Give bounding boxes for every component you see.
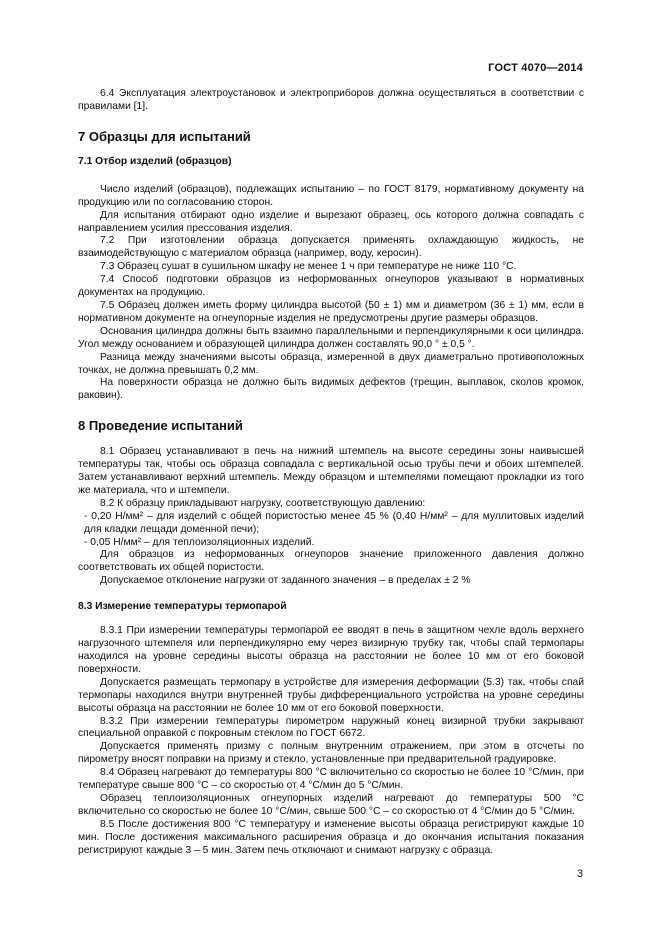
paragraph-8-3-2: 8.3.2 При измерении температуры пирометром наружный конец визирной трубки закрывают специальной оправкой с покровным стеклом по ГОСТ 6672. <box>78 715 584 740</box>
paragraph-6-4: 6.4 Эксплуатация электроустановок и электроприборов должна осуществляться в соответствии с правилами [1]. <box>78 88 584 112</box>
paragraph-7-5: 7.5 Образец должен иметь форму цилиндра высотой (50 ± 1) мм и диаметром (36 ± 1) мм, если в нормативном документе на огнеупорные изделия не предусмотрены другие размеры образцов. <box>78 299 584 324</box>
paragraph-8-4: 8.4 Образец нагревают до температуры 800 °С включительно со скоростью не более 10 °С/мин, при температуре свыше 800 °С – со скоростью от 4 °С/мин до 5 °С/мин. <box>78 767 584 792</box>
subsection-8-3-title: 8.3 Измерение температуры термопарой <box>78 601 287 613</box>
standard-header: ГОСТ 4070—2014 <box>488 62 583 74</box>
paragraph-8-5: 8.5 После достижения 800 °С температуру и изменение высоты образца регистрируют каждые 10 мин. После достижения максимального расширения образца и до окончания испытания показания регистрируют каждые 3 – 5 мин. Затем печь отключают и снимают нагрузку с образца. <box>78 818 584 856</box>
paragraph-8-1: 8.1 Образец устанавливают в печь на нижний штемпель на высоте середины зоны наивысшей температуры так, чтобы ось образца совпадала с вертикальной осью трубы печи и обоих штемпелей. Затем устанавливают верхний штемпель. Между образцом и штемпелями помещают прокладки из того же материала, что и штемпели. <box>78 446 584 496</box>
paragraph-8-3-1: 8.3.1 При измерении температуры термопарой ее вводят в печь в защитном чехле вдоль верхнего нагрузочного штемпеля или перпендикулярно ему через визирную трубку так, чтобы спай термопары находился на уровне середины высоты образца на расстоянии не более 10 мм от его боковой поверхности. <box>78 625 584 675</box>
section-8-title: 8 Проведение испытаний <box>78 418 243 434</box>
paragraph: Основания цилиндра должны быть взаимно параллельными и перпендикулярными к оси цилиндра. Угол между основанием и образующей цилиндра должен составлять 90,0 ° ± 0,5 °. <box>78 325 584 350</box>
paragraph: Образец теплоизоляционных огнеупорных изделий нагревают до температуры 500 °С включительно со скоростью не более 10 °С/мин, свыше 500 °С – со скоростью от 4 °С/мин до 5 °С/мин. <box>78 792 584 817</box>
list-item: - 0,20 Н/мм² – для изделий с общей пористостью менее 45 % (0,40 Н/мм² – для муллитовых изделий для кладки лещади доменной печи); <box>84 510 584 535</box>
subsection-7-1-title: 7.1 Отбор изделий (образцов) <box>78 155 232 167</box>
paragraph-7-2: 7.2 При изготовлении образца допускается применять охлаждающую жидкость, не взаимодействующую с материалом образца (например, воду, керосин). <box>78 235 584 260</box>
paragraph: Допускается размещать термопару в устройстве для измерения деформации (5.3) так, чтобы спай термопары находился внутри внутренней трубы дифференциального устройства на уровне середины высоты образца на расстоянии не более 10 мм от его боковой поверхности. <box>78 676 584 714</box>
paragraph: Для образцов из неформованных огнеупоров значение приложенного давления должно соответствовать их общей пористости. <box>78 549 584 574</box>
paragraph: На поверхности образца не должно быть видимых дефектов (трещин, выплавок, сколов кромок, раковин). <box>78 377 584 402</box>
list-item: - 0,05 Н/мм² – для теплоизоляционных изделий. <box>84 536 315 548</box>
paragraph: Разница между значениями высоты образца, измеренной в двух диаметрально противоположных точках, не должна превышать 0,2 мм. <box>78 351 584 376</box>
paragraph-8-2: 8.2 К образцу прикладывают нагрузку, соответствующую давлению: <box>100 497 426 509</box>
paragraph: Для испытания отбирают одно изделие и вырезают образец, ось которого должна совпадать с направлением усилия прессования изделия. <box>78 209 584 234</box>
paragraph: Число изделий (образцов), подлежащих испытанию – по ГОСТ 8179, нормативному документу на продукцию или по согласованию сторон. <box>78 183 584 208</box>
paragraph-7-4: 7.4 Способ подготовки образцов из неформованных огнеупоров указывают в нормативных документах на продукцию. <box>78 274 584 299</box>
page-content <box>78 88 584 858</box>
paragraph: Допускаемое отклонение нагрузки от заданного значения – в пределах ± 2 % <box>100 575 471 587</box>
paragraph-7-3: 7.3 Образец сушат в сушильном шкафу не менее 1 ч при температуре не ниже 110 °С. <box>100 261 517 273</box>
page-number: 3 <box>576 868 583 880</box>
section-7-title: 7 Образцы для испытаний <box>78 128 251 144</box>
paragraph: Допускается применять призму с полным внутренним отражением, при этом в отсчеты по пирометру вносят поправки на призму и стекло, установленные при предварительной градуировке. <box>78 741 584 766</box>
